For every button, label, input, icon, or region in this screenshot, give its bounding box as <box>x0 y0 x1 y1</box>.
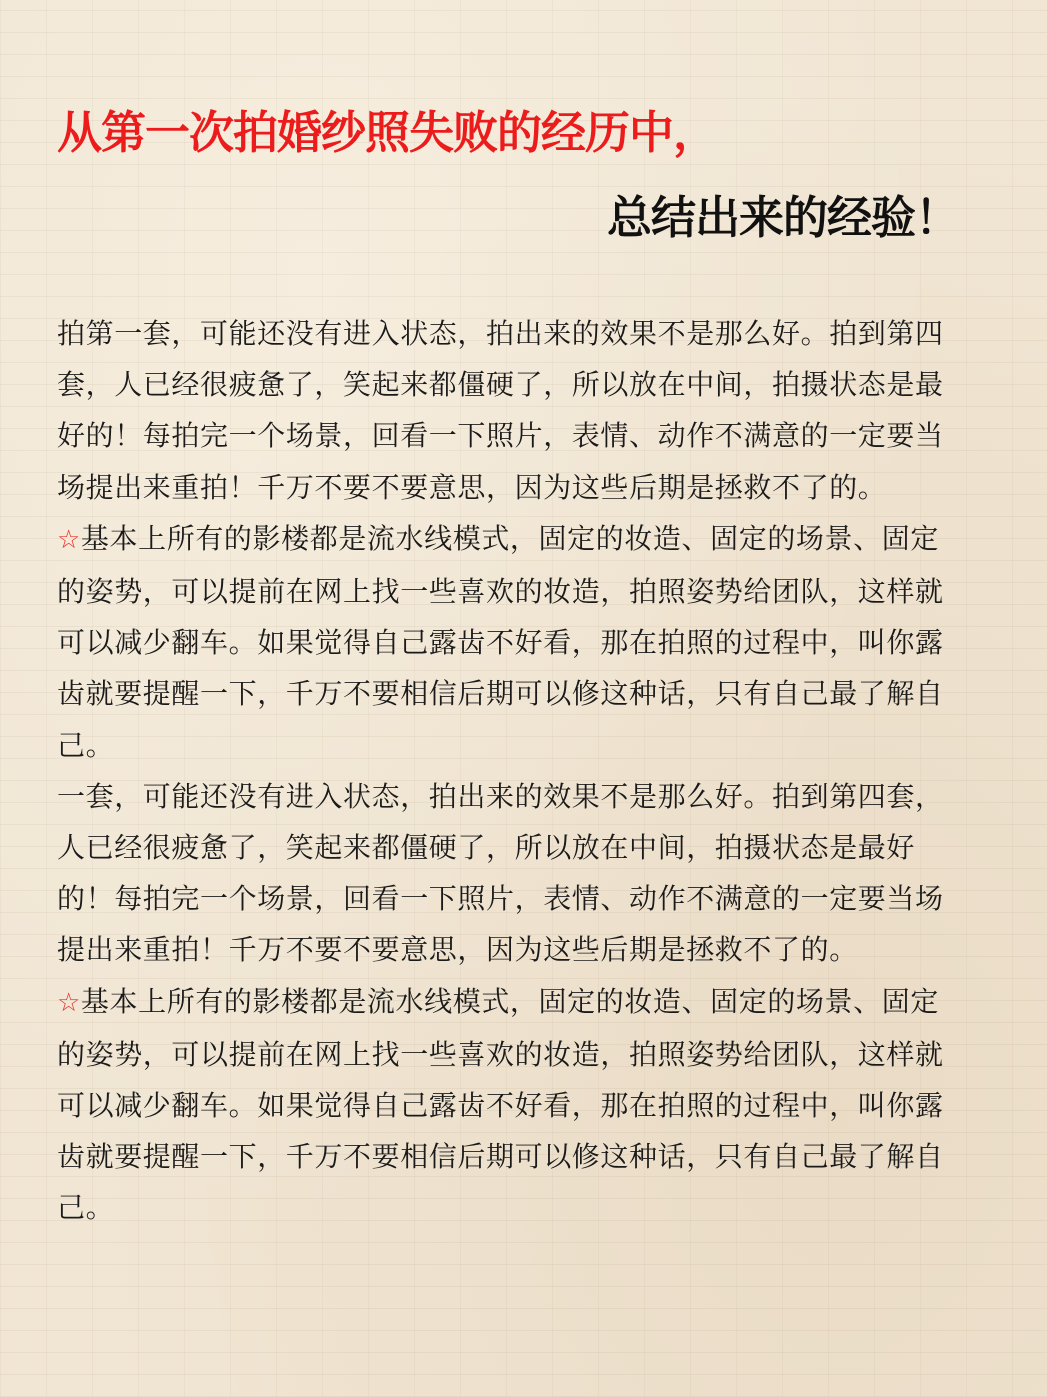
paragraph-1 <box>57 308 962 513</box>
title-line-2: 总结出来的经验！ <box>606 191 959 244</box>
paragraph-4-text: 基本上所有的影楼都是流水线模式，固定的妆造、固定的场景、固定的姿势，可以提前在网上找一些喜欢的妆造，拍照姿势给团队，这样就可以减少翻车。如果觉得自己露齿不好看，那在拍照的过程中，叫你露齿就要提醒一下，千万不要相信后期可以修这种话，只有自己最了解自己。 <box>57 984 944 1225</box>
body-text <box>57 308 962 1234</box>
paragraph-2 <box>57 513 962 771</box>
paragraph-3-text: 一套，可能还没有进入状态，拍出来的效果不是那么好。拍到第四套，人已经很疲惫了，笑起来都僵硬了，所以放在中间，拍摄状态是最好的！每拍完一个场景，回看一下照片，表情、动作不满意的一定要当场提出来重拍！千万不要不要意思，因为这些后期是拯救不了的。 <box>57 779 944 967</box>
paragraph-2-text: 基本上所有的影楼都是流水线模式，固定的妆造、固定的场景、固定的姿势，可以提前在网上找一些喜欢的妆造，拍照姿势给团队，这样就可以减少翻车。如果觉得自己露齿不好看，那在拍照的过程中，叫你露齿就要提醒一下，千万不要相信后期可以修这种话，只有自己最了解自己。 <box>57 521 944 762</box>
star-icon: ☆ <box>57 524 81 555</box>
title-line-1: 从第一次拍婚纱照失败的经历中， <box>57 106 718 159</box>
paragraph-4 <box>57 976 962 1234</box>
star-icon: ☆ <box>57 987 81 1018</box>
paragraph-3 <box>57 771 962 976</box>
paragraph-1-text: 拍第一套，可能还没有进入状态，拍出来的效果不是那么好。拍到第四套，人已经很疲惫了，笑起来都僵硬了，所以放在中间，拍摄状态是最好的！每拍完一个场景，回看一下照片，表情、动作不满意的一定要当场提出来重拍！千万不要不要意思，因为这些后期是拯救不了的。 <box>57 317 944 504</box>
